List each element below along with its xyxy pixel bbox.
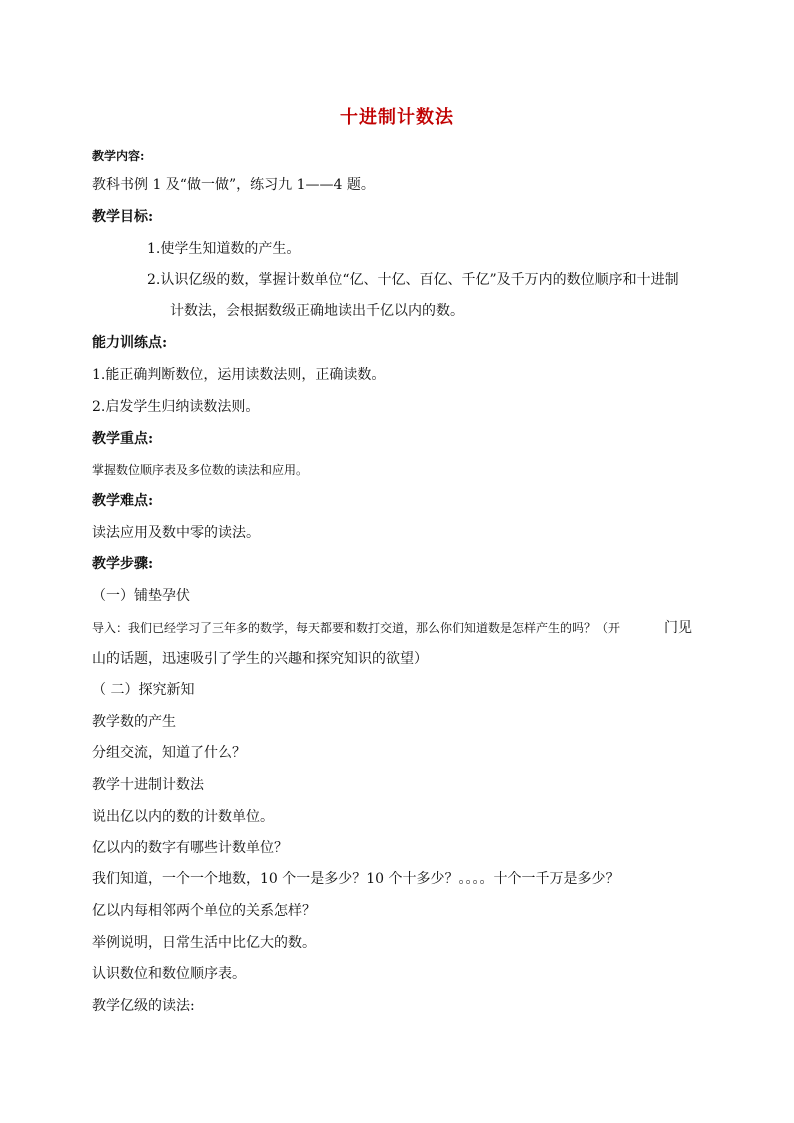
intro-paragraph-fragment: 门见 bbox=[664, 620, 692, 636]
content-line-examples: 举例说明，日常生活中比亿大的数。 bbox=[92, 935, 316, 951]
heading-teaching-objectives: 教学目标: bbox=[92, 209, 154, 225]
objective-item-1: 1.使学生知道数的产生。 bbox=[147, 241, 301, 257]
objective-item-2: 2.认识亿级的数，掌握计数单位“亿、十亿、百亿、千亿”及千万内的数位顺序和十进制 bbox=[147, 272, 679, 288]
heading-ability-training: 能力训练点: bbox=[92, 335, 168, 351]
ability-item-2: 2.启发学生归纳读数法则。 bbox=[92, 399, 260, 415]
difficult-points-text: 读法应用及数中零的读法。 bbox=[92, 525, 260, 541]
intro-paragraph-line-2: 山的话题，迅速吸引了学生的兴趣和探究知识的欲望） bbox=[92, 651, 428, 667]
document-title: 十进制计数法 bbox=[340, 107, 454, 128]
ability-item-1: 1.能正确判断数位，运用读数法则，正确读数。 bbox=[92, 367, 386, 383]
content-line-decimal-system: 教学十进制计数法 bbox=[92, 777, 204, 793]
key-points-text: 掌握数位顺序表及多位数的读法和应用。 bbox=[92, 463, 309, 477]
step-one-title: （一）铺垫孕伏 bbox=[92, 588, 190, 604]
heading-key-points: 教学重点: bbox=[92, 431, 154, 447]
content-line-unit-relationship: 亿以内每相邻两个单位的关系怎样？ bbox=[92, 903, 316, 919]
intro-paragraph-line-1: 导入：我们已经学习了三年多的数学，每天都要和数打交道，那么你们知道数是怎样产生的吗？（开 bbox=[92, 621, 621, 635]
step-two-title: （ 二）探究新知 bbox=[92, 682, 195, 698]
paragraph-textbook-example: 教科书例 1 及“做一做”，练习九 1——4 题。 bbox=[92, 177, 375, 193]
objective-item-2-continued: 计数法，会根据数级正确地读出千亿以内的数。 bbox=[170, 303, 464, 319]
content-line-number-origin: 教学数的产生 bbox=[92, 714, 176, 730]
heading-difficult-points: 教学难点: bbox=[92, 493, 154, 509]
content-line-group-discussion: 分组交流，知道了什么？ bbox=[92, 745, 246, 761]
content-line-counting-sequence: 我们知道，一个一个地数，10 个一是多少？10 个十多少？。。。。十个一千万是多少？ bbox=[92, 871, 620, 887]
heading-teaching-content: 教学内容: bbox=[92, 149, 145, 163]
content-line-units-below-hundred-million: 说出亿以内的数的计数单位。 bbox=[92, 809, 274, 825]
heading-teaching-steps: 教学步骤: bbox=[92, 556, 154, 572]
content-line-digit-table: 认识数位和数位顺序表。 bbox=[92, 966, 246, 982]
content-line-reading-method: 教学亿级的读法: bbox=[92, 998, 195, 1014]
content-line-counting-units-question: 亿以内的数字有哪些计数单位？ bbox=[92, 840, 288, 856]
